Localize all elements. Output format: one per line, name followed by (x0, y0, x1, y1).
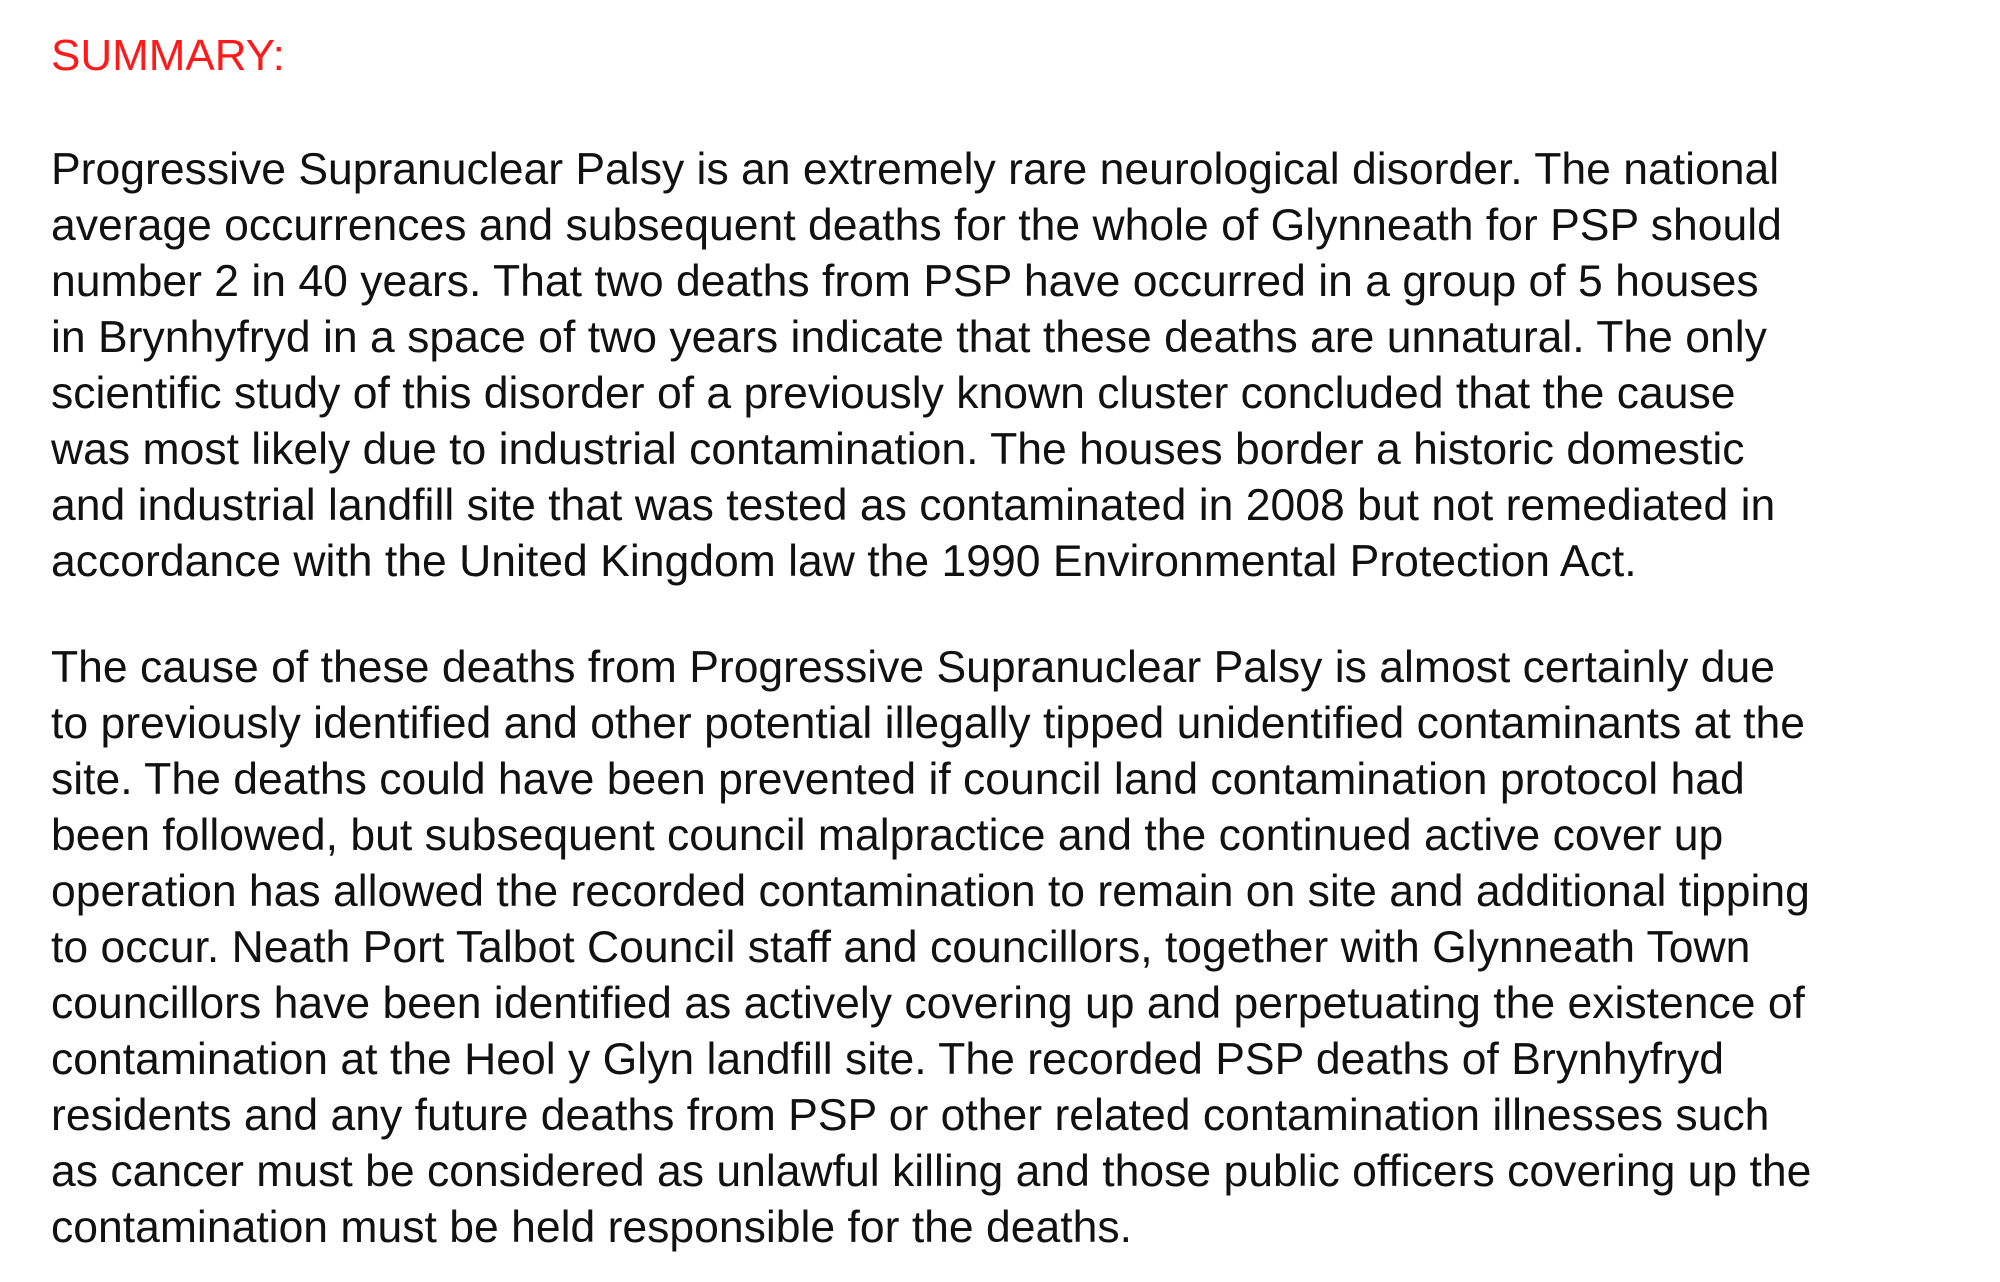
paragraph-line: contamination at the Heol y Glyn landfill site. The recorded PSP deaths of Brynhyfryd (51, 1035, 1724, 1084)
paragraph-line: number 2 in 40 years. That two deaths from PSP have occurred in a group of 5 houses (51, 257, 1759, 306)
paragraph-line: accordance with the United Kingdom law the 1990 Environmental Protection Act. (51, 537, 1637, 586)
paragraph-line: Progressive Supranuclear Palsy is an extremely rare neurological disorder. The national (51, 145, 1780, 194)
paragraph-line: as cancer must be considered as unlawful killing and those public officers covering up the (51, 1147, 1812, 1196)
paragraph-line: to occur. Neath Port Talbot Council staff and councillors, together with Glynneath Town (51, 923, 1751, 972)
paragraph-line: scientific study of this disorder of a previously known cluster concluded that the cause (51, 369, 1736, 418)
paragraph-line: average occurrences and subsequent deaths for the whole of Glynneath for PSP should (51, 201, 1782, 250)
paragraph-line: been followed, but subsequent council malpractice and the continued active cover up (51, 811, 1724, 860)
paragraph-line: residents and any future deaths from PSP or other related contamination illnesses such (51, 1091, 1770, 1140)
paragraph-line: The cause of these deaths from Progressive Supranuclear Palsy is almost certainly due (51, 643, 1775, 692)
paragraph-1 (51, 142, 1782, 590)
paragraph-line: was most likely due to industrial contamination. The houses border a historic domestic (51, 425, 1745, 474)
paragraph-line: and industrial landfill site that was tested as contaminated in 2008 but not remediated in (51, 481, 1776, 530)
paragraph-line: operation has allowed the recorded contamination to remain on site and additional tipping (51, 867, 1810, 916)
paragraph-line: to previously identified and other potential illegally tipped unidentified contaminants at the (51, 699, 1805, 748)
paragraph-line: contamination must be held responsible for the deaths. (51, 1203, 1133, 1252)
paragraph-line: councillors have been identified as actively covering up and perpetuating the existence of (51, 979, 1805, 1028)
summary-heading: SUMMARY: (51, 31, 285, 80)
paragraph-2 (51, 640, 1811, 1256)
paragraph-line: site. The deaths could have been prevented if council land contamination protocol had (51, 755, 1745, 804)
paragraph-line: in Brynhyfryd in a space of two years indicate that these deaths are unnatural. The only (51, 313, 1767, 362)
